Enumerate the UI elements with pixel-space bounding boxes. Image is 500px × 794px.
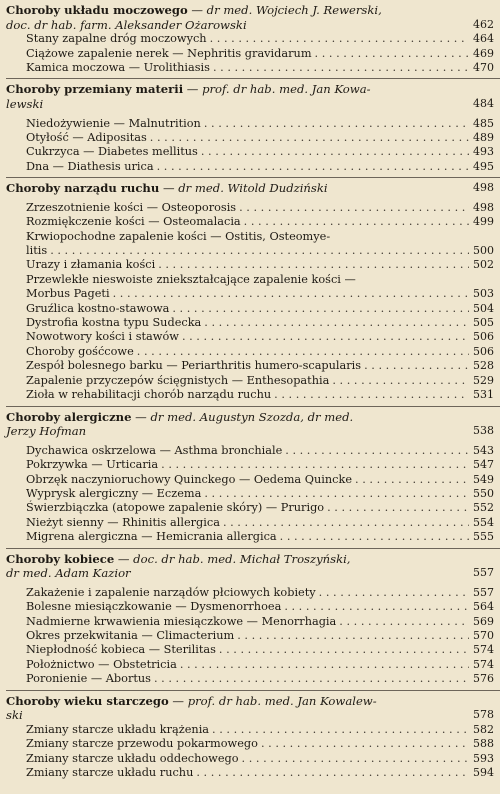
list-item bbox=[6, 330, 500, 344]
list-item bbox=[6, 47, 500, 61]
entry-label: Świerzbiączka (atopowe zapalenie skóry) — Prurigo bbox=[26, 501, 325, 515]
list-item bbox=[6, 530, 500, 544]
list-item bbox=[6, 316, 500, 330]
entry-label: Zmiany starcze układu oddechowego bbox=[26, 751, 239, 765]
list-item bbox=[6, 61, 500, 75]
entry-page: 528 bbox=[473, 359, 494, 373]
entry-label: Bolesne miesiączkowanie — Dysmenorrhoea bbox=[26, 600, 282, 614]
list-item bbox=[6, 586, 500, 600]
section-authors-cont: dr med. Adam Kazior bbox=[6, 566, 131, 581]
toc-section bbox=[6, 0, 500, 79]
list-item bbox=[6, 160, 500, 174]
entry-label: Kamica moczowa — Urolithiasis bbox=[26, 61, 210, 74]
section-title: Choroby układu moczowego bbox=[6, 3, 188, 17]
section-title: Choroby kobiece bbox=[6, 551, 115, 566]
list-item bbox=[6, 737, 500, 751]
entry-page: 569 bbox=[473, 614, 494, 628]
list-item bbox=[6, 345, 500, 359]
section-authors: — prof. dr hab. med. Jan Kowalew- bbox=[172, 693, 377, 708]
list-item bbox=[6, 458, 500, 472]
entry-label: Obrzęk naczynioruchowy Quinckego — Oedema Quincke bbox=[26, 472, 353, 486]
entry-page: 574 bbox=[473, 643, 494, 657]
list-item bbox=[6, 258, 500, 272]
section-authors: — dr med. Witold Dudziński bbox=[162, 181, 328, 196]
toc-section bbox=[6, 178, 500, 406]
entry-label: Zapalenie przyczepów ścięgnistych — Enthesopathia bbox=[26, 373, 330, 387]
list-item bbox=[6, 131, 500, 145]
section-title: Choroby wieku starczego bbox=[6, 693, 169, 708]
entry-page: 500 bbox=[473, 244, 494, 258]
entry-page: 594 bbox=[473, 765, 494, 779]
section-page: 578 bbox=[473, 708, 494, 722]
section-authors-cont: ski bbox=[6, 708, 23, 723]
entry-page: 506 bbox=[473, 330, 494, 344]
entry-label: Poronienie — Abortus bbox=[26, 672, 151, 686]
list-item bbox=[6, 516, 500, 530]
list-item bbox=[6, 629, 500, 643]
list-item bbox=[6, 302, 500, 316]
section-header bbox=[6, 181, 500, 196]
section-title: Choroby narządu ruchu bbox=[6, 181, 160, 196]
entry-label: Migrena alergiczna — Hemicrania allergica bbox=[26, 530, 277, 544]
entry-page: 485 bbox=[473, 116, 494, 130]
list-item bbox=[6, 672, 500, 686]
entry-label: Zioła w rehabilitacji chorób narządu ruchu bbox=[26, 388, 272, 402]
entry-label: Wyprysk alergiczny — Eczema bbox=[26, 486, 202, 500]
section-authors: — doc. dr hab. med. Michał Troszyński, bbox=[117, 551, 351, 566]
entry-label: Cukrzyca — Diabetes mellitus bbox=[26, 145, 198, 159]
list-item bbox=[6, 273, 500, 302]
list-item bbox=[6, 117, 500, 131]
entry-label: Zespół bolesnego barku — Periarthritis humero-scapularis bbox=[26, 359, 362, 373]
entry-page: 576 bbox=[473, 672, 494, 686]
list-item bbox=[6, 600, 500, 614]
entry-label: Choroby gośćcowe bbox=[26, 344, 134, 358]
entry-page: 554 bbox=[473, 515, 494, 529]
entry-page: 505 bbox=[473, 316, 494, 330]
list-item bbox=[6, 643, 500, 657]
list-item bbox=[6, 752, 500, 766]
entry-label: Rozmiękczenie kości — Osteomalacia bbox=[26, 215, 241, 229]
section-header bbox=[6, 694, 500, 723]
entry-label: Stany zapalne dróg moczowych bbox=[26, 32, 207, 46]
entry-label-cont: Morbus Pageti bbox=[26, 287, 110, 301]
entry-page: 557 bbox=[473, 585, 494, 599]
section-header bbox=[6, 82, 500, 111]
entry-page: 574 bbox=[473, 657, 494, 671]
section-header bbox=[6, 410, 500, 439]
entry-page: 552 bbox=[473, 501, 494, 515]
list-item bbox=[6, 32, 500, 46]
entry-page: 469 bbox=[473, 46, 494, 60]
list-item bbox=[6, 766, 500, 780]
entry-page: 503 bbox=[473, 287, 494, 301]
section-page: 557 bbox=[473, 566, 494, 580]
entry-label-cont: litis bbox=[26, 244, 48, 258]
entry-page: 549 bbox=[473, 472, 494, 486]
list-item bbox=[6, 359, 500, 373]
section-header bbox=[6, 3, 500, 32]
list-item bbox=[6, 615, 500, 629]
entry-label: Gruźlica kostno-stawowa bbox=[26, 301, 170, 315]
entry-page: 529 bbox=[473, 373, 494, 387]
section-authors: — dr med. Wojciech J. Rewerski, bbox=[191, 3, 382, 17]
entry-page: 493 bbox=[473, 145, 494, 159]
list-item bbox=[6, 215, 500, 229]
entry-page: 489 bbox=[473, 131, 494, 144]
entry-label: Dna — Diathesis urica bbox=[26, 159, 154, 173]
list-item bbox=[6, 444, 500, 458]
entry-page: 495 bbox=[473, 159, 494, 173]
list-item bbox=[6, 487, 500, 501]
section-page: 484 bbox=[473, 97, 494, 110]
entry-label: Zmiany starcze układu krążenia bbox=[26, 722, 210, 736]
entry-page: 470 bbox=[473, 61, 494, 74]
entry-page: 504 bbox=[473, 301, 494, 315]
entry-page: 550 bbox=[473, 486, 494, 500]
entry-page: 464 bbox=[473, 32, 494, 46]
section-authors-cont: Jerzy Hofman bbox=[6, 424, 87, 439]
entry-page: 564 bbox=[473, 600, 494, 614]
section-title: Choroby przemiany materii bbox=[6, 82, 184, 97]
list-item bbox=[6, 473, 500, 487]
entry-label: Przewlekłe nieswoiste zniekształcające zapalenie kości — bbox=[26, 272, 356, 286]
toc-section bbox=[6, 407, 500, 549]
entry-label: Położnictwo — Obstetricia bbox=[26, 657, 177, 671]
entry-page: 502 bbox=[473, 258, 494, 272]
list-item bbox=[6, 658, 500, 672]
entry-page: 499 bbox=[473, 215, 494, 229]
entry-label: Urazy i złamania kości bbox=[26, 258, 156, 272]
section-header bbox=[6, 552, 500, 581]
entry-label: Nowotwory kości i stawów bbox=[26, 330, 179, 344]
section-authors: — dr med. Augustyn Szozda, dr med. bbox=[135, 409, 354, 424]
entry-label: Nieżyt sienny — Rhinitis allergica bbox=[26, 515, 220, 529]
entry-page: 543 bbox=[473, 443, 494, 457]
entry-page: 570 bbox=[473, 628, 494, 642]
entry-label: Zrzeszotnienie kości — Osteoporosis bbox=[26, 200, 237, 214]
entry-page: 555 bbox=[473, 530, 494, 544]
section-authors: — prof. dr hab. med. Jan Kowa- bbox=[186, 82, 371, 97]
list-item bbox=[6, 145, 500, 159]
entry-page: 547 bbox=[473, 458, 494, 472]
entry-label: Dystrofia kostna typu Sudecka bbox=[26, 316, 202, 330]
entry-label: Niepłodność kobieca — Sterilitas bbox=[26, 643, 216, 657]
list-item bbox=[6, 501, 500, 515]
entry-page: 531 bbox=[473, 388, 494, 402]
entry-page: 593 bbox=[473, 751, 494, 765]
entry-label: Zmiany starcze układu ruchu bbox=[26, 765, 194, 779]
entry-page: 498 bbox=[473, 200, 494, 214]
section-page: 538 bbox=[473, 424, 494, 438]
section-page: 498 bbox=[473, 181, 494, 195]
entry-label: Dychawica oskrzelowa — Asthma bronchiale bbox=[26, 443, 283, 457]
entry-label: Otyłość — Adipositas bbox=[26, 131, 147, 144]
entry-page: 506 bbox=[473, 344, 494, 358]
section-title: Choroby alergiczne bbox=[6, 409, 132, 424]
entry-label: Ciążowe zapalenie nerek — Nephritis gravidarum bbox=[26, 46, 312, 60]
section-authors-cont: doc. dr hab. farm. Aleksander Ożarowski bbox=[6, 17, 247, 32]
section-authors-cont: lewski bbox=[6, 97, 44, 111]
entry-label: Niedożywienie — Malnutrition bbox=[26, 116, 201, 130]
toc-section bbox=[6, 79, 500, 178]
entry-label: Pokrzywka — Urticaria bbox=[26, 458, 159, 472]
list-item bbox=[6, 723, 500, 737]
entry-label: Nadmierne krwawienia miesiączkowe — Menorrhagia bbox=[26, 614, 337, 628]
toc-section bbox=[6, 691, 500, 784]
entry-page: 588 bbox=[473, 737, 494, 751]
list-item bbox=[6, 230, 500, 259]
entry-label: Zmiany starcze przewodu pokarmowego bbox=[26, 737, 258, 751]
entry-label: Zakażenie i zapalenie narządów płciowych kobiety bbox=[26, 585, 316, 599]
section-page: 462 bbox=[473, 17, 494, 31]
entry-label: Krwiopochodne zapalenie kości — Ostitis, Osteomye- bbox=[26, 229, 331, 243]
toc-section bbox=[6, 549, 500, 691]
entry-label: Okres przekwitania — Climacterium bbox=[26, 628, 235, 642]
list-item bbox=[6, 201, 500, 215]
entry-page: 582 bbox=[473, 722, 494, 736]
list-item bbox=[6, 374, 500, 388]
list-item bbox=[6, 388, 500, 402]
